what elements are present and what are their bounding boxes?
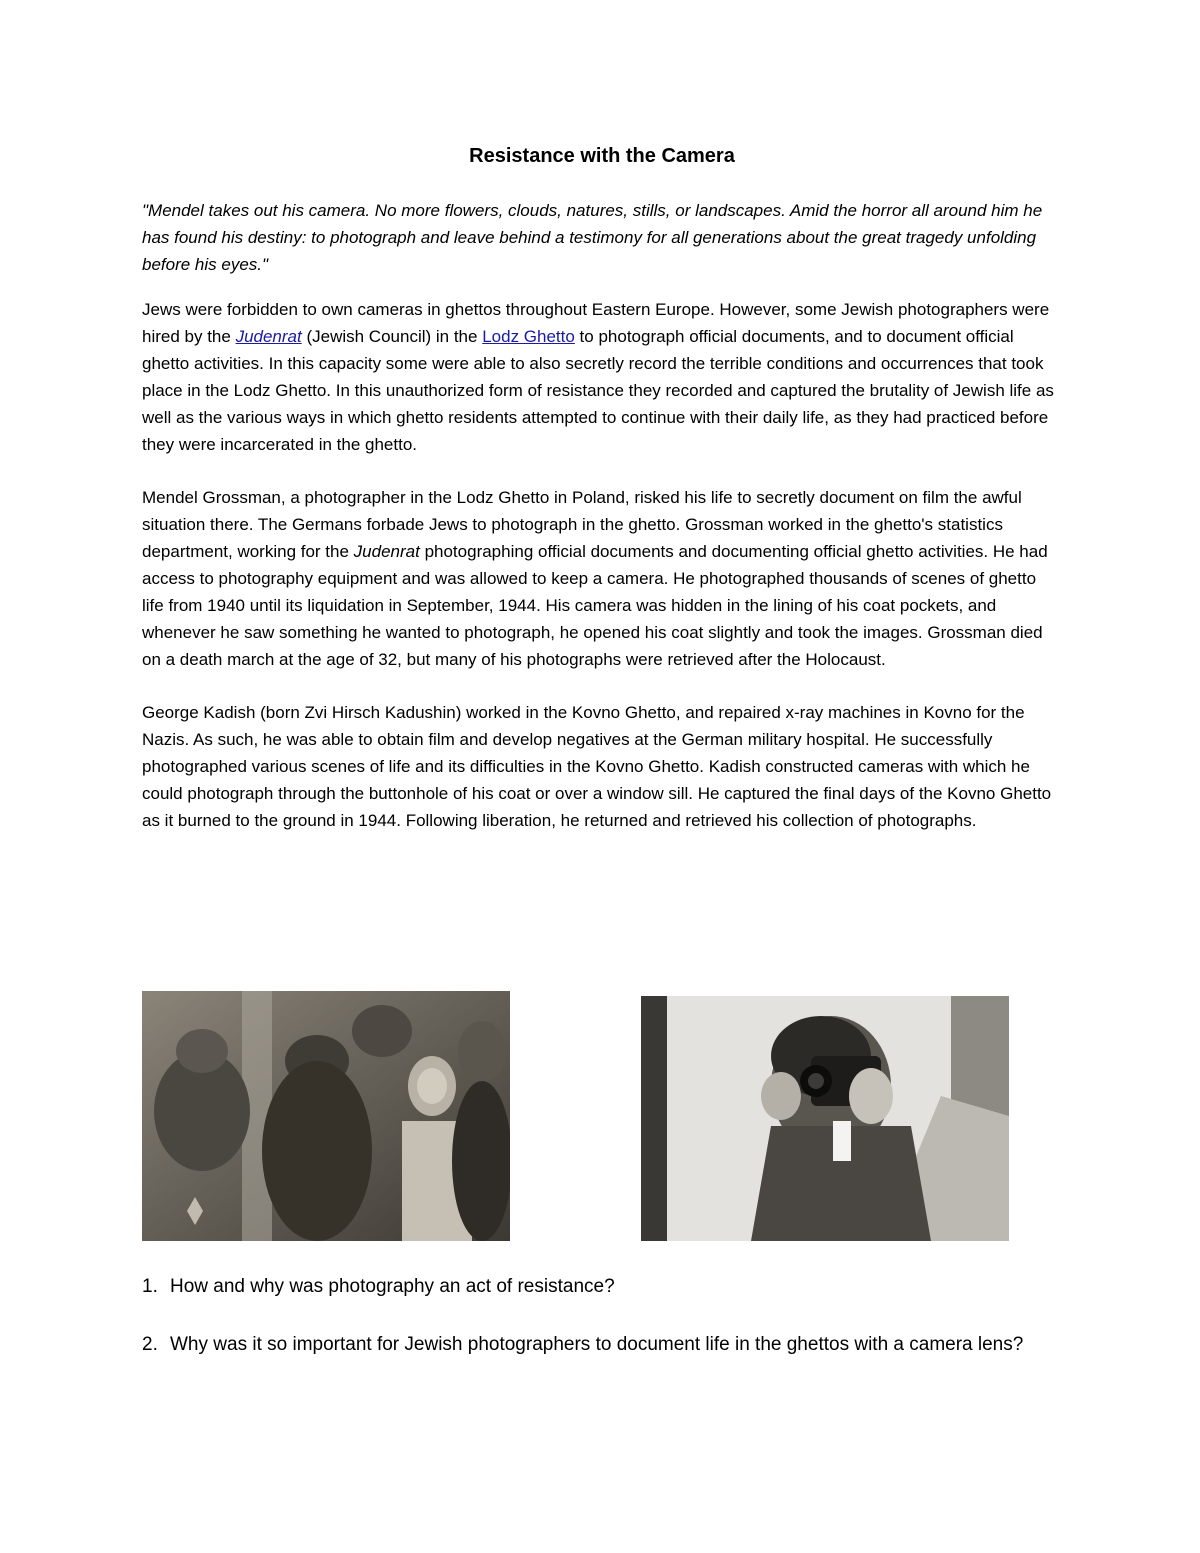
paragraph-grossman-text-a: Mendel Grossman, a photographer in the Lodz Ghetto in Poland, risked his life to secretly document on film the awful situation there. The Germans forbade Jews to photograph in the ghetto. Grossman worked in the ghetto's statistics department, working for the	[142, 488, 1022, 561]
question-list	[142, 1273, 1062, 1389]
question-item	[142, 1331, 1062, 1359]
question-item	[142, 1273, 1062, 1301]
photo-row	[142, 991, 1062, 1241]
judenrat-link[interactable]: Judenrat	[235, 327, 302, 346]
question-number: 1.	[142, 1276, 158, 1297]
ghetto-crowd-image	[142, 991, 510, 1241]
question-text: How and why was photography an act of resistance?	[170, 1276, 615, 1297]
paragraph-intro-text-a: Jews were forbidden to own cameras in ghettos throughout Eastern Europe. However, some Jewish photographers were hired by the	[142, 300, 1050, 346]
paragraph-grossman	[142, 484, 1062, 673]
paragraph-kadish: George Kadish (born Zvi Hirsch Kadushin) worked in the Kovno Ghetto, and repaired x-ray machines in Kovno for the Nazis. As such, he was able to obtain film and develop negatives at the German military hospital. He successfully photographed various scenes of life and its difficulties in the Kovno Ghetto. Kadish constructed cameras with which he could photograph through the buttonhole of his coat or over a window sill. He captured the final days of the Kovno Ghetto as it burned to the ground in 1944. Following liberation, he returned and retrieved his collection of photographs.	[142, 703, 1052, 830]
paragraph-intro-text-b: (Jewish Council) in the	[301, 327, 483, 346]
photographer-portrait-photo	[641, 996, 1009, 1241]
photographer-portrait-image	[641, 996, 1009, 1241]
document-page	[142, 143, 1062, 1355]
ghetto-crowd-photo	[142, 991, 510, 1241]
paragraph-intro	[142, 296, 1062, 458]
paragraph-grossman-text-b: photographing official documents and documenting official ghetto activities. He had access to photography equipment and was allowed to keep a camera. He photographed thousands of scenes of ghetto life from 1940 until its liquidation in September, 1944. His camera was hidden in the lining of his coat pockets, and whenever he saw something he wanted to photograph, he opened his coat slightly and took the images. Grossman died on a death march at the age of 32, but many of his photographs were retrieved after the Holocaust.	[142, 542, 1048, 669]
page-title: Resistance with the Camera	[469, 145, 735, 167]
question-number: 2.	[142, 1334, 158, 1355]
question-text: Why was it so important for Jewish photographers to document life in the ghettos with a camera lens?	[170, 1334, 1024, 1355]
opening-quote: "Mendel takes out his camera. No more flowers, clouds, natures, stills, or landscapes. Amid the horror all around him he has found his destiny: to photograph and leave behind a testimony for all generations about the great tragedy unfolding before his eyes."	[142, 201, 1043, 274]
judenrat-term: Judenrat	[353, 542, 420, 561]
lodz-ghetto-link[interactable]: Lodz Ghetto	[482, 327, 575, 346]
paragraph-intro-text-c: to photograph official documents, and to document official ghetto activities. In this capacity some were able to also secretly record the terrible conditions and occurrences that took place in the Lodz Ghetto. In this unauthorized form of resistance they recorded and captured the brutality of Jewish life as well as the various ways in which ghetto residents attempted to continue with their daily life, as they had practiced before they were incarcerated in the ghetto.	[142, 327, 1054, 454]
